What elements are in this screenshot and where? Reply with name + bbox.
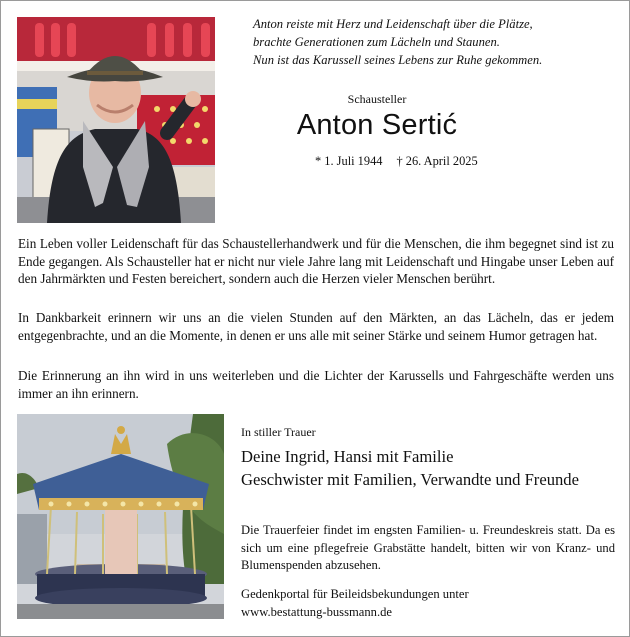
birth-date: * 1. Juli 1944	[315, 154, 383, 168]
life-dates	[315, 154, 478, 169]
carousel-photo	[17, 414, 224, 619]
poem-line: brachte Generationen zum Lächeln und Staunen.	[253, 35, 500, 49]
poem-line: Nun ist das Karussell seines Lebens zur Ruhe gekommen.	[253, 53, 543, 67]
death-date: † 26. April 2025	[396, 154, 478, 168]
portal-text: Gedenkportal für Beileidsbekundungen unter	[241, 587, 469, 601]
mourners-line: Geschwister mit Familien, Verwandte und Freunde	[241, 470, 579, 489]
mourners-line: Deine Ingrid, Hansi mit Familie	[241, 447, 454, 466]
mourning-intro: In stiller Trauer	[241, 425, 316, 439]
portrait-photo	[17, 17, 215, 223]
portal-url: www.bestattung-bussmann.de	[241, 604, 392, 619]
funeral-notice: Die Trauerfeier findet im engsten Familien- u. Freundeskreis statt. Da es sich um eine pflegefreie Grabstätte handelt, bitten wir von Kranz- und Blumenspenden abzusehen.	[241, 523, 615, 573]
poem	[253, 15, 613, 69]
deceased-name: Anton Sertić	[296, 109, 458, 141]
paragraph: Die Erinnerung an ihn wird in uns weiterleben und die Lichter der Karussells und Fahrgeschäfte werden uns immer an ihn erinnern.	[18, 368, 614, 401]
poem-line: Anton reiste mit Herz und Leidenschaft über die Plätze,	[253, 17, 533, 31]
paragraph: In Dankbarkeit erinnern wir uns an die vielen Stunden auf den Märkten, an das Lächeln, das er jedem entgegenbrachte, und an die Momente, in denen er uns alle mit seiner Stärke und seinem Humor getragen hat.	[18, 310, 614, 343]
deceased-role: Schausteller	[347, 92, 407, 106]
condolence-portal	[241, 586, 469, 621]
paragraph: Ein Leben voller Leidenschaft für das Schaustellerhandwerk und für die Menschen, die ihm begegnet sind ist zu Ende gegangen. Als Schausteller hat er nicht nur viele Jahre lang mit Leidenschaft und Hingabe unser Leben auf den Jahrmärkten und Festen bereichert, sondern auch die Herzen vieler Menschen berührt.	[18, 236, 614, 287]
